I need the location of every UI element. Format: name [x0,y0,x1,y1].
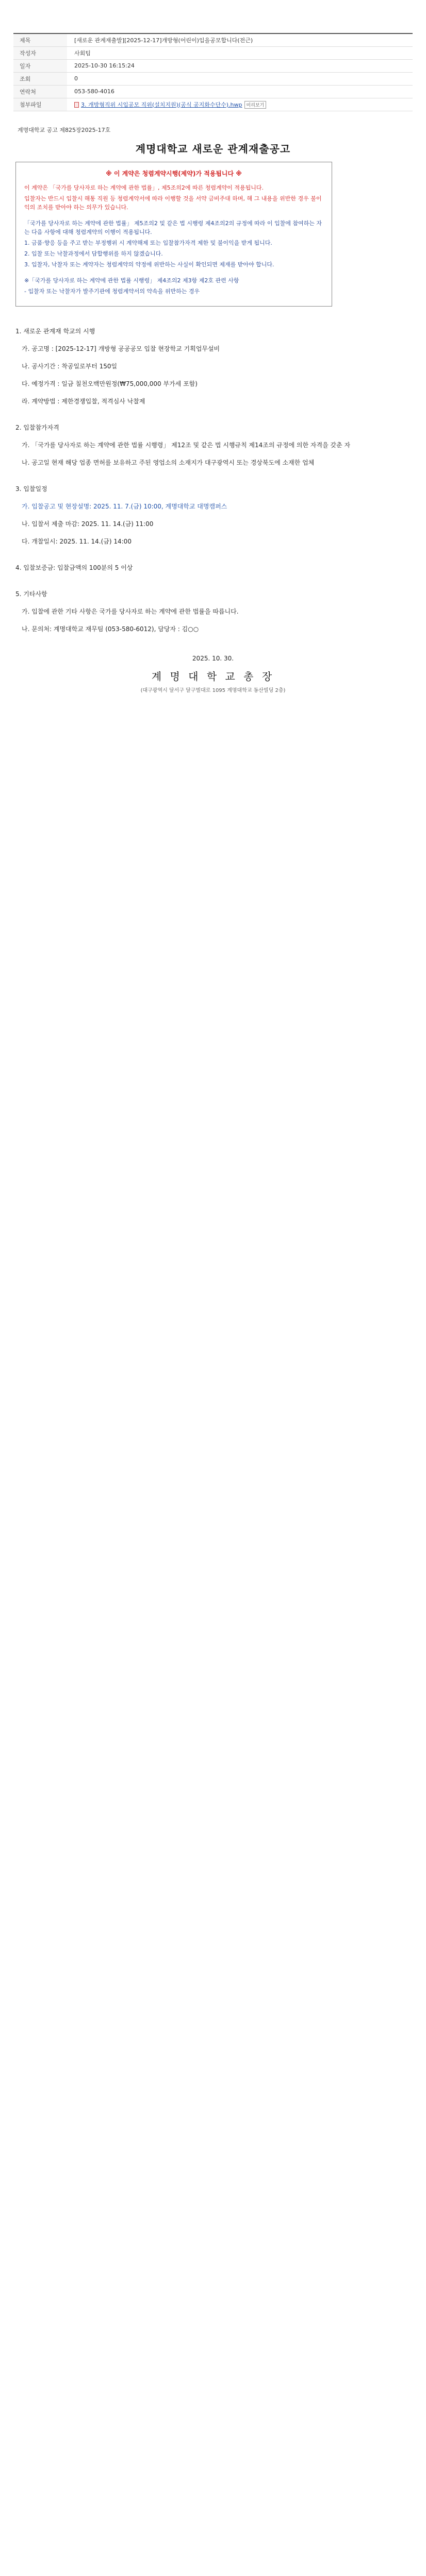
attachment-link[interactable]: 3. 개방형직위 시입공모 직위(설치지원)(공식 공지화수단수).hwp [81,101,242,108]
body-line: 가. 공고명 : [2025-12-17] 개방형 공공공모 입찰 현장학교 기획업무설비 [22,345,220,352]
document-title: 계명대학교 새로운 관계재출공고 [135,142,291,155]
body-section-heading: 2. 입찰참가자격 [15,423,59,431]
meta-views-value: 0 [74,75,78,82]
hwp-file-icon [74,102,79,108]
meta-attach-cell [67,98,413,111]
signer-address: (대구광역시 달서구 달구벌대로 1095 계명대학교 동산빌딩 2층) [140,687,286,693]
notice-date: 2025. 10. 30. [192,654,234,662]
notice-body [15,327,411,634]
integrity-notice-line: - 입찰자 또는 낙찰자가 발주기관에 청렴계약서의 약속을 위반하는 경우 [24,287,200,295]
meta-views-label: 조회 [13,72,67,85]
body-line: 나. 공고일 현재 해당 업종 면허를 보유하고 주된 영업소의 소재지가 대구광역시 또는 경상북도에 소재한 업체 [22,459,315,466]
meta-author-label: 작성자 [13,46,67,59]
integrity-notice-line: 1. 금품·향응 등을 주고 받는 부정행위 시 계약해제 또는 입찰참가자격 제한 및 불이익을 받게 됩니다. [24,239,272,246]
meta-row-contact [13,85,413,98]
body-line: 다. 개찰일시: 2025. 11. 14.(금) 14:00 [22,537,132,545]
signer: 계 명 대 학 교 총 장 [151,670,275,683]
meta-row-title [13,33,413,46]
integrity-notice-line: 「국가를 당사자로 하는 계약에 관한 법률」 제5조의2 및 같은 법 시행령 제4조의2의 규정에 따라 이 입찰에 참여하는 자는 다음 사항에 대해 청렴계약의 이행이 적용됩니다. [24,219,322,235]
meta-author-value: 사회팀 [74,49,91,57]
body-line: 가. 입찰공고 및 현장설명: 2025. 11. 7.(금) 10:00, 계명대학교 대명캠퍼스 [22,502,227,510]
integrity-notice-box [15,162,332,307]
body-line: 다. 예정가격 : 일금 칠천오백만원정(₩75,000,000 부가세 포함) [22,380,198,387]
integrity-notice-line: 2. 입찰 또는 낙찰과정에서 담합행위를 하지 않겠습니다. [24,250,163,257]
body-line: 가. 입찰에 관한 기타 사항은 국가를 당사자로 하는 계약에 관한 법률을 따릅니다. [22,607,239,615]
integrity-notice-line: 3. 입찰자, 낙찰자 또는 계약자는 청렴계약의 약정에 위반하는 사실이 확인되면 제재를 받아야 합니다. [24,261,274,268]
body-section-heading: 3. 입찰일정 [15,485,47,493]
meta-date-label: 일자 [13,59,67,72]
meta-title-value: [새로운 관계재출발][2025-12-17]개방형(어린이)입을공모합니다(전근) [74,37,253,44]
meta-title-label: 제목 [13,33,67,46]
body-line: 나. 문의처: 계명대학교 재무팀 (053-580-6012), 담당자 : 김○○ [22,625,199,633]
meta-row-author [13,46,413,59]
body-section-heading: 5. 기타사항 [15,590,47,598]
meta-row-views [13,72,413,85]
post-meta-table [13,33,413,111]
integrity-notice-line: ※「국가를 당사자로 하는 계약에 관한 법률 시행령」 제4조의2 제3항 제2호 관련 사항 [24,277,239,284]
meta-row-attach [13,98,413,111]
body-section-heading: 1. 새로운 관계재 학교의 시행 [15,327,95,335]
integrity-notice-line: 이 계약은 「국가를 당사자로 하는 계약에 관한 법률」, 제5조의2에 따른 청렴계약이 적용됩니다. [24,184,264,191]
integrity-notice-line: 입찰자는 반드시 입찰시 해통 직원 등 청렴계약서에 따라 이행할 것을 서약 금비주대 하며, 해 그 내용을 위반한 경우 불이익의 조치를 받아야 하는 의무가 있습니다. [24,195,322,211]
body-line: 라. 계약방법 : 제한경쟁입찰, 적격심사 낙찰제 [22,397,145,405]
meta-attach-label: 첨부파일 [13,98,67,111]
meta-contact-label: 연락처 [13,85,67,98]
attachment-preview-button[interactable]: 미리보기 [244,101,267,109]
notice-number: 계명대학교 공고 제825장2025-17호 [18,126,111,133]
meta-date-value: 2025-10-30 16:15:24 [74,62,135,69]
body-line: 가. 「국가를 당사자로 하는 계약에 관한 법률 시행령」 제12조 및 같은 법 시행규칙 제14조의 규정에 의한 자격을 갖춘 자 [22,441,351,449]
integrity-notice-heading: ※ 이 계약은 청렴계약시행(제약)가 적용됩니다 ※ [106,170,242,177]
body-line: 나. 공사기간 : 착공일로부터 150일 [22,362,118,370]
body-line: 나. 입찰서 제출 마감: 2025. 11. 14.(금) 11:00 [22,520,154,528]
body-section-heading: 4. 입찰보증금: 입찰금액의 100분의 5 이상 [15,564,133,571]
meta-contact-value: 053-580-4016 [74,88,114,95]
meta-row-date [13,59,413,72]
post-content [13,111,413,695]
